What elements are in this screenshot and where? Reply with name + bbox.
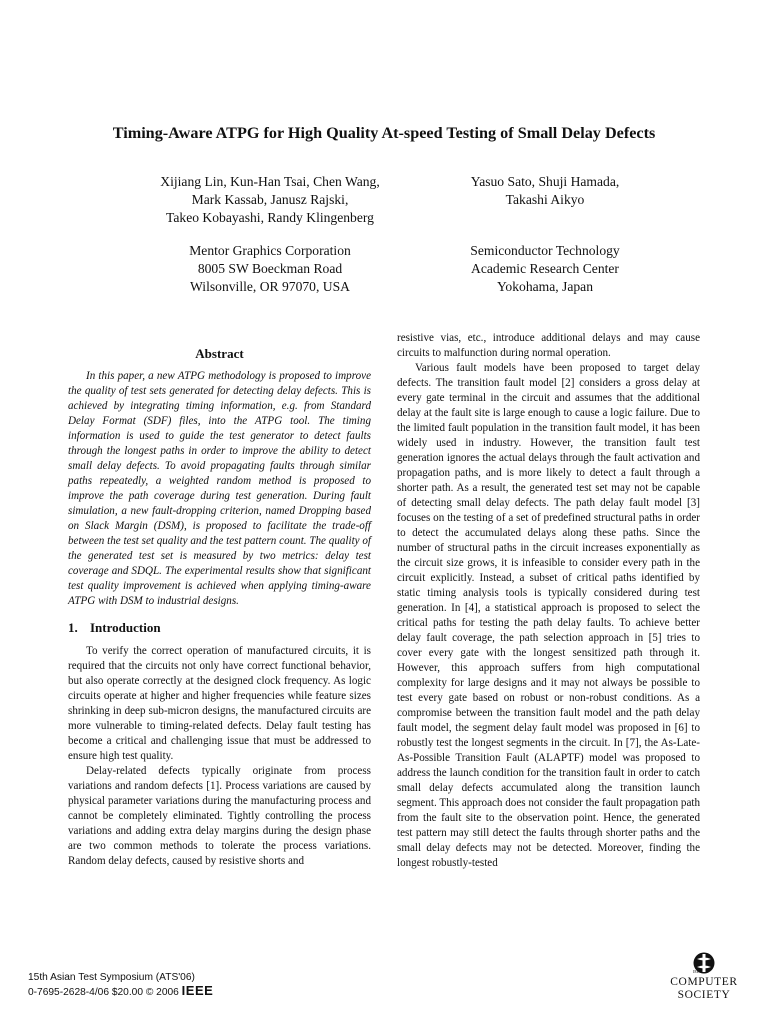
author-line: Takashi Aikyo bbox=[505, 192, 585, 207]
abstract-heading: Abstract bbox=[195, 346, 244, 361]
affiliation-line: Wilsonville, OR 97070, USA bbox=[190, 279, 350, 294]
ieee-logo-text: IEEE bbox=[181, 983, 214, 998]
authors-right bbox=[430, 173, 660, 209]
section-heading bbox=[68, 620, 371, 635]
body-paragraph: Delay-related defects typically originate from process variations and random defects [1]. Process variations are caused by physical parameter variations during the manufacturing process and cannot be completely eliminated. Tightly controlling the process variations and adding extra delay margins during the design phase are two common methods to tolerate the process variations. Random delay defects, caused by resistive shorts and bbox=[68, 765, 371, 867]
copyright-text: 0-7695-2628-4/06 $20.00 © 2006 bbox=[28, 987, 179, 998]
left-column bbox=[68, 346, 371, 869]
ieee-emblem-text: IEEE bbox=[693, 969, 702, 974]
paper-title: Timing-Aware ATPG for High Quality At-speed Testing of Small Delay Defects bbox=[112, 124, 656, 142]
body-paragraph: To verify the correct operation of manufactured circuits, it is required that the circuits not only have correct functional behavior, but also operate correctly at the designed clock frequency. As logic circuits operate at higher and higher frequencies while feature sizes shrinking in deep sub-micron designs, the manufactured circuits are more vulnerable to timing-related defects. Delay fault testing has become a critical and challenging issue that must be addressed to ensure high test quality. bbox=[68, 645, 371, 762]
body-paragraph: resistive vias, etc., introduce additional delays and may cause circuits to malfunction during normal operation. bbox=[397, 332, 700, 359]
logo-word-society: SOCIETY bbox=[677, 989, 731, 1001]
author-line: Xijiang Lin, Kun-Han Tsai, Chen Wang, bbox=[160, 174, 380, 189]
affiliation-line: Academic Research Center bbox=[471, 261, 619, 276]
author-line: Mark Kassab, Janusz Rajski, bbox=[191, 192, 349, 207]
affiliation-line: Mentor Graphics Corporation bbox=[189, 243, 351, 258]
abstract-text: In this paper, a new ATPG methodology is proposed to improve the quality of test sets generated for detecting delay defects. This is achieved by integrating timing information, e.g. from Standard Delay Format (SDF) files, into the ATPG tool. The timing information is used to guide the test generator to detect faults through the longest paths in order to improve the ability to detect small delay defects. To avoid propagating faults through similar paths repeatedly, a weighted random method is proposed to improve the path coverage during test generation. During fault simulation, a new fault-dropping criterion, named Dropping based on Slack Margin (DSM), is proposed to facilitate the trade-off between the test set quality and the test pattern count. The quality of the generated test set is measured by two metrics: delay test coverage and SDQL. The experimental results show that significant test quality improvement is achieved when applying timing-aware ATPG with DSM to industrial designs. bbox=[68, 370, 371, 607]
right-column bbox=[397, 331, 700, 871]
logo-word-computer: COMPUTER bbox=[670, 976, 738, 988]
section-number: 1. bbox=[68, 620, 78, 635]
section-title: Introduction bbox=[90, 620, 161, 635]
affiliation-line: Yokohama, Japan bbox=[496, 279, 594, 294]
computer-society-logo bbox=[664, 951, 744, 1001]
conference-line: 15th Asian Test Symposium (ATS'06) bbox=[28, 972, 195, 983]
ieee-emblem-icon bbox=[691, 951, 717, 975]
author-line: Yasuo Sato, Shuji Hamada, bbox=[470, 174, 620, 189]
footer bbox=[28, 971, 213, 999]
affiliation-line: Semiconductor Technology bbox=[470, 243, 620, 258]
affiliation-line: 8005 SW Boeckman Road bbox=[197, 261, 343, 276]
affiliation-left bbox=[140, 242, 400, 296]
body-paragraph: Various fault models have been proposed to target delay defects. The transition fault model [2] considers a gross delay at every gate terminal in the circuit and assumes that the additional delay at the fault site is large enough to cause a logic failure. Due to the limited fault population in the transition fault model, it has been widely used in industry. However, the transition fault test generation ignores the actual delays through the fault activation and propagation paths, and is more likely to detect a fault through a shorter path. As a result, the generated test set may not be capable of detecting small delay defects. The path delay fault model [3] focuses on the testing of a set of predefined structural paths in order to detect the accumulated delays along these paths. Since the number of structural paths in the circuit increases exponentially as the circuit size grows, it is infeasible to consider every path in the circuit explicitly. Instead, a subset of critical paths identified by static timing analysis tools is typically considered during test generation. In [4], a statistical approach is proposed to select the critical paths for testing the path delay faults. To achieve better delay fault coverage, the path selection approach in [5] tries to cover every gate with the longest sensitized path through it. However, this approach suffers from high computational complexity for large designs and it may not always be possible to test every gate based on robust or non-robust conditions. As a compromise between the transition fault model and the path delay fault model, the segment delay fault model was proposed in [6] to robustly test the longest segments in the circuit. In [7], the As-Late-As-Possible Transition Fault (ALAPTF) model was proposed to address the launch condition for the transition fault in order to catch small delay defects accumulated along the transition launch segment. This approach does not consider the fault propagation path from the fault site to the observation point. Hence, the generated test pattern may still detect the faults through shorter paths and the small delay defects may not be detected. Moreover, finding the longest robustly-tested bbox=[397, 362, 700, 869]
authors-left bbox=[140, 173, 400, 227]
author-line: Takeo Kobayashi, Randy Klingenberg bbox=[166, 210, 374, 225]
copyright-line bbox=[28, 984, 213, 999]
affiliation-right bbox=[430, 242, 660, 296]
